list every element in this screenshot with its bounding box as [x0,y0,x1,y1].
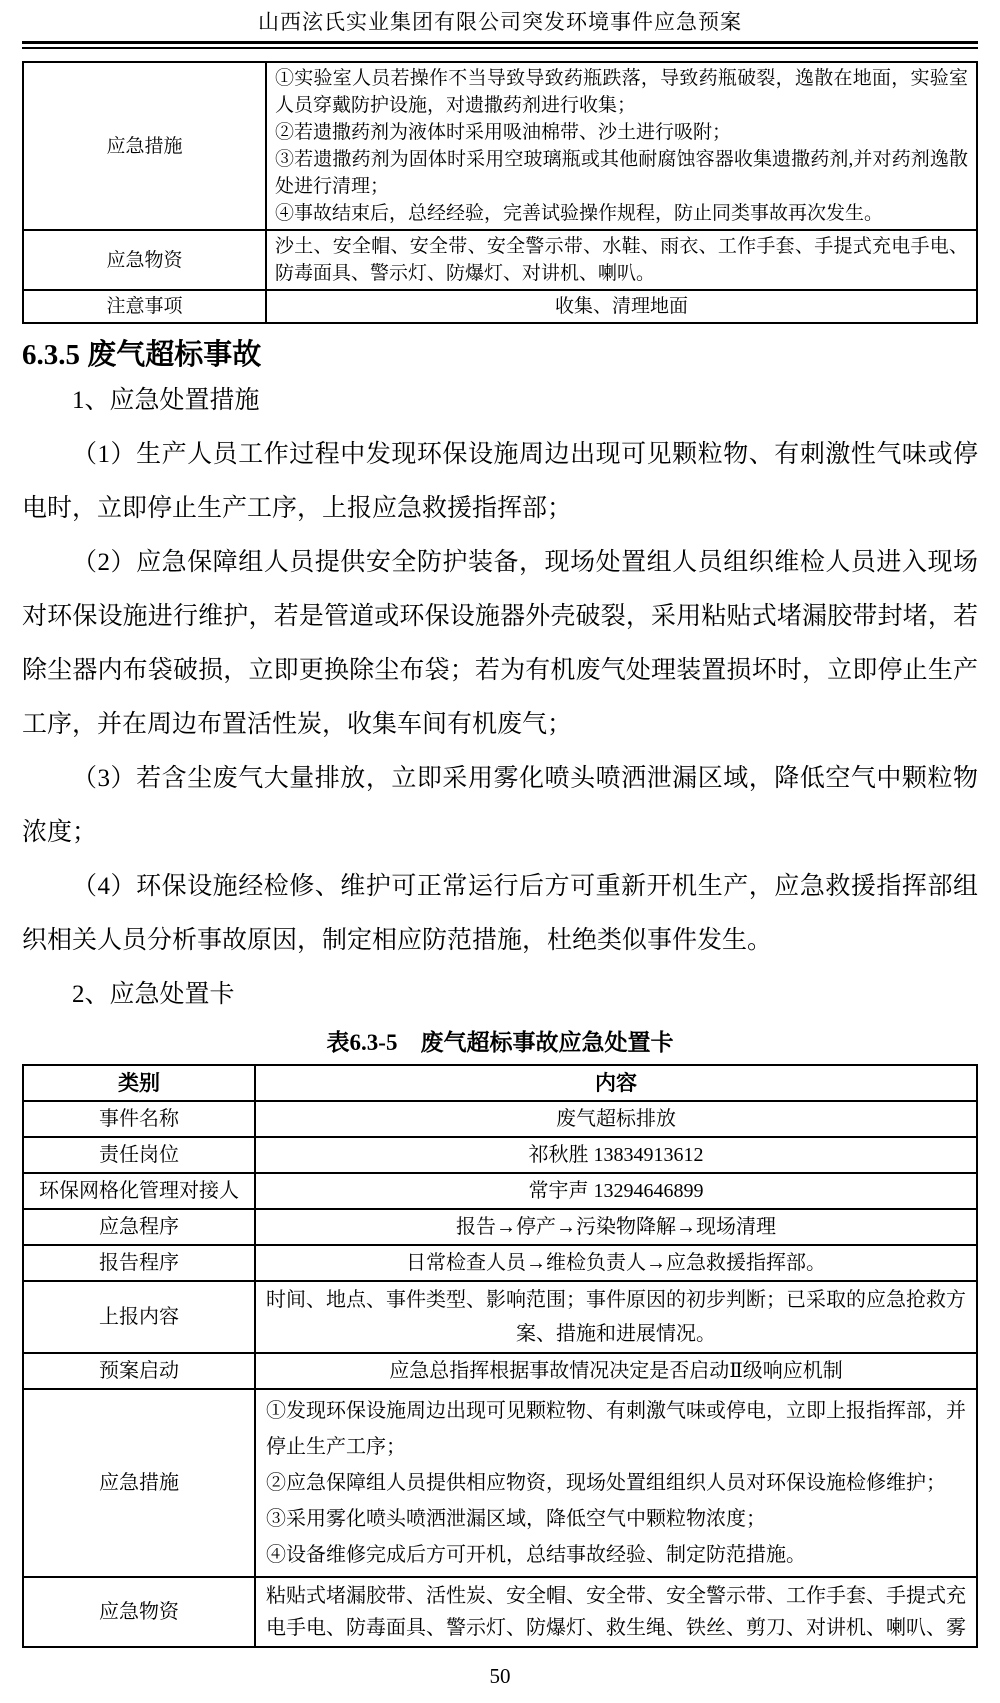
document-title: 山西泫氏实业集团有限公司突发环境事件应急预案 [258,10,742,34]
row-label-cell: 应急物资 [23,230,266,290]
table-caption: 表6.3-5 废气超标事故应急处置卡 [326,1030,674,1055]
table-row [23,230,977,290]
section-heading: 6.3.5 废气超标事故 [22,339,262,371]
table-row [23,1101,977,1137]
table-row [23,1353,977,1389]
subsection-title: 2、应急处置卡 [72,981,235,1008]
table-row [23,1173,977,1209]
measure-item: ③若遗撒药剂为固体时采用空玻璃瓶或其他耐腐蚀容器收集遗撒药剂,并对药剂逸散处进行清理； [275,149,968,197]
table-row [23,1137,977,1173]
measure-item: ②应急保障组人员提供相应物资，现场处置组组织人员对环保设施检修维护； [266,1472,946,1494]
measure-item: ①发现环保设施周边出现可见颗粒物、有刺激气味或停电，立即上报指挥部，并停止生产工序； [266,1400,966,1458]
row-content-cell: 祁秋胜 13834913612 [255,1137,977,1173]
row-content-cell [266,62,977,230]
header-divider [22,41,978,49]
paragraph: （1）生产人员工作过程中发现环保设施周边出现可见颗粒物、有刺激性气味或停电时，立即停止生产工序，上报应急救援指挥部； [22,441,978,522]
measure-item: ①实验室人员若操作不当导致导致药瓶跌落，导致药瓶破裂，逸散在地面，实验室人员穿戴防护设施，对遗撒药剂进行收集； [275,68,968,116]
row-label-cell: 应急物资 [23,1577,255,1647]
row-label-cell: 应急措施 [23,62,266,230]
paragraph: （4）环保设施经检修、维护可正常运行后方可重新开机生产，应急救援指挥部组织相关人员分析事故原因，制定相应防范措施，杜绝类似事件发生。 [22,873,978,954]
row-label-cell: 注意事项 [23,290,266,323]
measure-item: ④事故结束后，总经经验，完善试验操作规程，防止同类事故再次发生。 [275,203,884,224]
row-content-cell: 时间、地点、事件类型、影响范围；事件原因的初步判断；已采取的应急抢救方案、措施和进展情况。 [255,1281,977,1353]
row-label-cell: 环保网格化管理对接人 [23,1173,255,1209]
measure-item: ④设备维修完成后方可开机，总结事故经验、制定防范措施。 [266,1544,806,1566]
column-header-content: 内容 [255,1065,977,1101]
table-row [23,1245,977,1281]
row-label-cell: 报告程序 [23,1245,255,1281]
measure-item: ②若遗撒药剂为液体时采用吸油棉带、沙土进行吸附； [275,122,732,143]
row-label-cell: 上报内容 [23,1281,255,1353]
row-content-cell: 报告→停产→污染物降解→现场清理 [255,1209,977,1245]
table-row [23,1577,977,1647]
row-content-cell: 粘贴式堵漏胶带、活性炭、安全帽、安全带、安全警示带、工作手套、手提式充电手电、防毒面具、警示灯、防爆灯、救生绳、铁丝、剪刀、对讲机、喇叭、雾 [255,1577,977,1647]
row-content-cell: 废气超标排放 [255,1101,977,1137]
table-row [23,1209,977,1245]
continuation-table [22,61,978,324]
row-label-cell: 应急措施 [23,1389,255,1577]
row-label-cell: 应急程序 [23,1209,255,1245]
table-row [23,1281,977,1353]
row-content-cell: 日常检查人员→维检负责人→应急救援指挥部。 [255,1245,977,1281]
paragraph: （2）应急保障组人员提供安全防护装备，现场处置组人员组织维检人员进入现场对环保设施进行维护，若是管道或环保设施器外壳破裂，采用粘贴式堵漏胶带封堵，若除尘器内布袋破损，立即更换除尘布袋；若为有机废气处理装置损坏时，立即停止生产工序，并在周边布置活性炭，收集车间有机废气； [22,549,978,738]
row-content-cell: 沙土、安全帽、安全带、安全警示带、水鞋、雨衣、工作手套、手提式充电手电、防毒面具、警示灯、防爆灯、对讲机、喇叭。 [266,230,977,290]
table-header-row [23,1065,977,1101]
row-label-cell: 预案启动 [23,1353,255,1389]
emergency-card-table [22,1064,978,1648]
row-content-cell: 收集、清理地面 [266,290,977,323]
paragraph: （3）若含尘废气大量排放，立即采用雾化喷头喷洒泄漏区域，降低空气中颗粒物浓度； [22,765,978,846]
subsection-title: 1、应急处置措施 [72,387,260,414]
page-header [22,8,978,49]
measure-item: ③采用雾化喷头喷洒泄漏区域，降低空气中颗粒物浓度； [266,1508,766,1530]
row-content-cell: 应急总指挥根据事故情况决定是否启动Ⅱ级响应机制 [255,1353,977,1389]
table-row [23,62,977,230]
row-label-cell: 事件名称 [23,1101,255,1137]
column-header-category: 类别 [23,1065,255,1101]
page-number: 50 [489,1664,511,1688]
table-row [23,290,977,323]
row-label-cell: 责任岗位 [23,1137,255,1173]
table-row [23,1389,977,1577]
row-content-cell [255,1389,977,1577]
row-content-cell: 常宇声 13294646899 [255,1173,977,1209]
